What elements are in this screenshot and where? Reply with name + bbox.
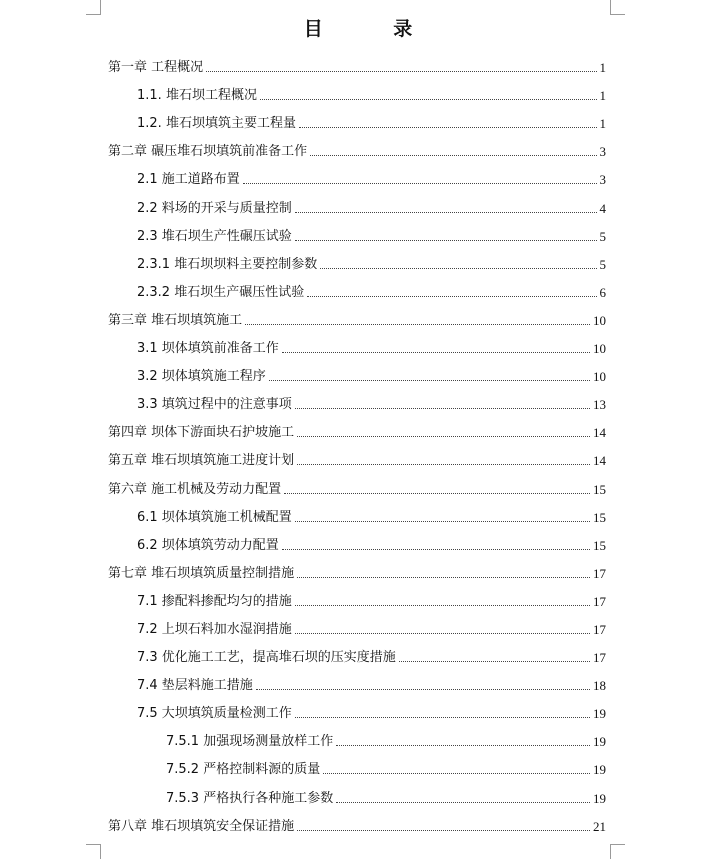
toc-entry-label: 7.5.1 加强现场测量放样工作 — [166, 734, 334, 750]
corner-mark-bottom-left — [86, 844, 101, 859]
toc-entry-page-number: 5 — [599, 228, 606, 244]
toc-entry-label: 7.4 垫层料施工措施 — [137, 678, 253, 694]
dot-leader — [256, 689, 590, 690]
dot-leader — [336, 745, 590, 746]
toc-entry-page-number: 17 — [593, 593, 606, 609]
dot-leader — [336, 802, 590, 803]
toc-entry[interactable] — [108, 778, 606, 806]
toc-entry-page-number: 17 — [593, 621, 606, 637]
dot-leader — [260, 99, 597, 100]
toc-entry-label: 3.1 坝体填筑前准备工作 — [137, 341, 279, 357]
toc-entry-page-number: 13 — [593, 397, 606, 413]
toc-entry-page-number: 19 — [593, 706, 606, 722]
toc-entry[interactable] — [108, 245, 606, 273]
toc-entry[interactable] — [108, 441, 606, 469]
dot-leader — [295, 212, 597, 213]
toc-entry-page-number: 14 — [593, 425, 606, 441]
toc-entry-page-number: 10 — [593, 369, 606, 385]
toc-entry-label: 第三章 堆石坝填筑施工 — [108, 312, 243, 328]
toc-entry-label: 第五章 堆石坝填筑施工进度计划 — [108, 453, 295, 469]
toc-entry[interactable] — [108, 413, 606, 441]
dot-leader — [206, 71, 596, 72]
toc-entry[interactable] — [108, 807, 606, 835]
toc-entry-label: 7.5 大坝填筑质量检测工作 — [137, 706, 292, 722]
toc-entry-label: 2.3 堆石坝生产性碾压试验 — [137, 228, 292, 244]
toc-entry-page-number: 19 — [593, 790, 606, 806]
corner-mark-top-right — [610, 0, 625, 15]
toc-entry[interactable] — [108, 48, 606, 76]
toc-entry-label: 第六章 施工机械及劳动力配置 — [108, 481, 282, 497]
toc-entry-page-number: 10 — [593, 341, 606, 357]
toc-entry-page-number: 17 — [593, 650, 606, 666]
dot-leader — [295, 605, 590, 606]
toc-entry[interactable] — [108, 301, 606, 329]
dot-leader — [297, 436, 590, 437]
toc-entry-label: 第二章 碾压堆石坝填筑前准备工作 — [108, 144, 308, 160]
toc-entry-label: 第一章 工程概况 — [108, 60, 204, 76]
dot-leader — [284, 493, 590, 494]
toc-entry[interactable] — [108, 357, 606, 385]
toc-entry[interactable] — [108, 273, 606, 301]
toc-entry-page-number: 6 — [599, 284, 606, 300]
toc-entry[interactable] — [108, 554, 606, 582]
toc-entry[interactable] — [108, 498, 606, 526]
toc-entry-label: 7.2 上坝石料加水湿润措施 — [137, 621, 292, 637]
toc-entry-label: 2.3.1 堆石坝坝料主要控制参数 — [137, 256, 318, 272]
dot-leader — [282, 549, 590, 550]
toc-entry-page-number: 17 — [593, 565, 606, 581]
toc-entry-label: 2.2 料场的开采与质量控制 — [137, 200, 292, 216]
toc-entry-label: 1.2. 堆石坝填筑主要工程量 — [137, 116, 296, 132]
toc-entry-page-number: 3 — [599, 172, 606, 188]
toc-entry-page-number: 1 — [599, 116, 606, 132]
toc-entry-label: 第八章 堆石坝填筑安全保证措施 — [108, 818, 295, 834]
dot-leader — [295, 521, 590, 522]
toc-entry-page-number: 21 — [593, 818, 606, 834]
toc-entry[interactable] — [108, 329, 606, 357]
toc-entry-page-number: 14 — [593, 453, 606, 469]
toc-entry-label: 6.1 坝体填筑施工机械配置 — [137, 509, 292, 525]
dot-leader — [297, 464, 590, 465]
corner-mark-top-left — [86, 0, 101, 15]
toc-entry-page-number: 10 — [593, 312, 606, 328]
corner-mark-bottom-right — [610, 844, 625, 859]
toc-entry-label: 7.5.2 严格控制料源的质量 — [166, 762, 321, 778]
dot-leader — [245, 324, 590, 325]
toc-entry-label: 2.3.2 堆石坝生产碾压性试验 — [137, 284, 305, 300]
toc-entry[interactable] — [108, 722, 606, 750]
toc-entry-label: 1.1. 堆石坝工程概况 — [137, 88, 257, 104]
toc-entry-page-number: 19 — [593, 762, 606, 778]
toc-entry-label: 2.1 施工道路布置 — [137, 172, 240, 188]
toc-entry-label: 3.2 坝体填筑施工程序 — [137, 369, 266, 385]
toc-entry[interactable] — [108, 217, 606, 245]
dot-leader — [323, 773, 590, 774]
dot-leader — [243, 183, 597, 184]
dot-leader — [299, 127, 597, 128]
toc-entry[interactable] — [108, 469, 606, 497]
toc-entry[interactable] — [108, 638, 606, 666]
dot-leader — [269, 380, 590, 381]
toc-entry-label: 第四章 坝体下游面块石护坡施工 — [108, 425, 295, 441]
dot-leader — [320, 268, 596, 269]
dot-leader — [295, 717, 590, 718]
dot-leader — [282, 352, 590, 353]
dot-leader — [295, 633, 590, 634]
dot-leader — [307, 296, 596, 297]
toc-entry[interactable] — [108, 610, 606, 638]
dot-leader — [295, 240, 597, 241]
toc-entry-page-number: 5 — [599, 256, 606, 272]
toc-entry[interactable] — [108, 385, 606, 413]
toc-entry-page-number: 18 — [593, 678, 606, 694]
toc-entry[interactable] — [108, 76, 606, 104]
toc-entry-page-number: 1 — [599, 60, 606, 76]
toc-entry[interactable] — [108, 694, 606, 722]
toc-entry[interactable] — [108, 750, 606, 778]
toc-entry-page-number: 1 — [599, 88, 606, 104]
toc-entry[interactable] — [108, 666, 606, 694]
dot-leader — [297, 577, 590, 578]
table-of-contents — [108, 48, 606, 835]
toc-entry-page-number: 15 — [593, 509, 606, 525]
dot-leader — [297, 830, 590, 831]
toc-entry[interactable] — [108, 582, 606, 610]
toc-entry[interactable] — [108, 160, 606, 188]
toc-title: 目 录 — [303, 18, 445, 40]
toc-entry-label: 3.3 填筑过程中的注意事项 — [137, 397, 292, 413]
toc-entry-page-number: 19 — [593, 734, 606, 750]
dot-leader — [310, 155, 596, 156]
toc-entry-page-number: 15 — [593, 481, 606, 497]
toc-entry[interactable] — [108, 188, 606, 216]
toc-entry-page-number: 4 — [599, 200, 606, 216]
toc-entry-label: 7.3 优化施工工艺，提高堆石坝的压实度措施 — [137, 650, 396, 666]
toc-entry-page-number: 3 — [599, 144, 606, 160]
toc-entry-label: 6.2 坝体填筑劳动力配置 — [137, 537, 279, 553]
toc-entry[interactable] — [108, 526, 606, 554]
dot-leader — [295, 408, 590, 409]
toc-entry-label: 7.1 掺配料掺配均匀的措施 — [137, 593, 292, 609]
dot-leader — [399, 661, 590, 662]
toc-entry[interactable] — [108, 132, 606, 160]
toc-entry[interactable] — [108, 104, 606, 132]
toc-entry-page-number: 15 — [593, 537, 606, 553]
toc-entry-label: 7.5.3 严格执行各种施工参数 — [166, 790, 334, 806]
toc-entry-label: 第七章 堆石坝填筑质量控制措施 — [108, 565, 295, 581]
